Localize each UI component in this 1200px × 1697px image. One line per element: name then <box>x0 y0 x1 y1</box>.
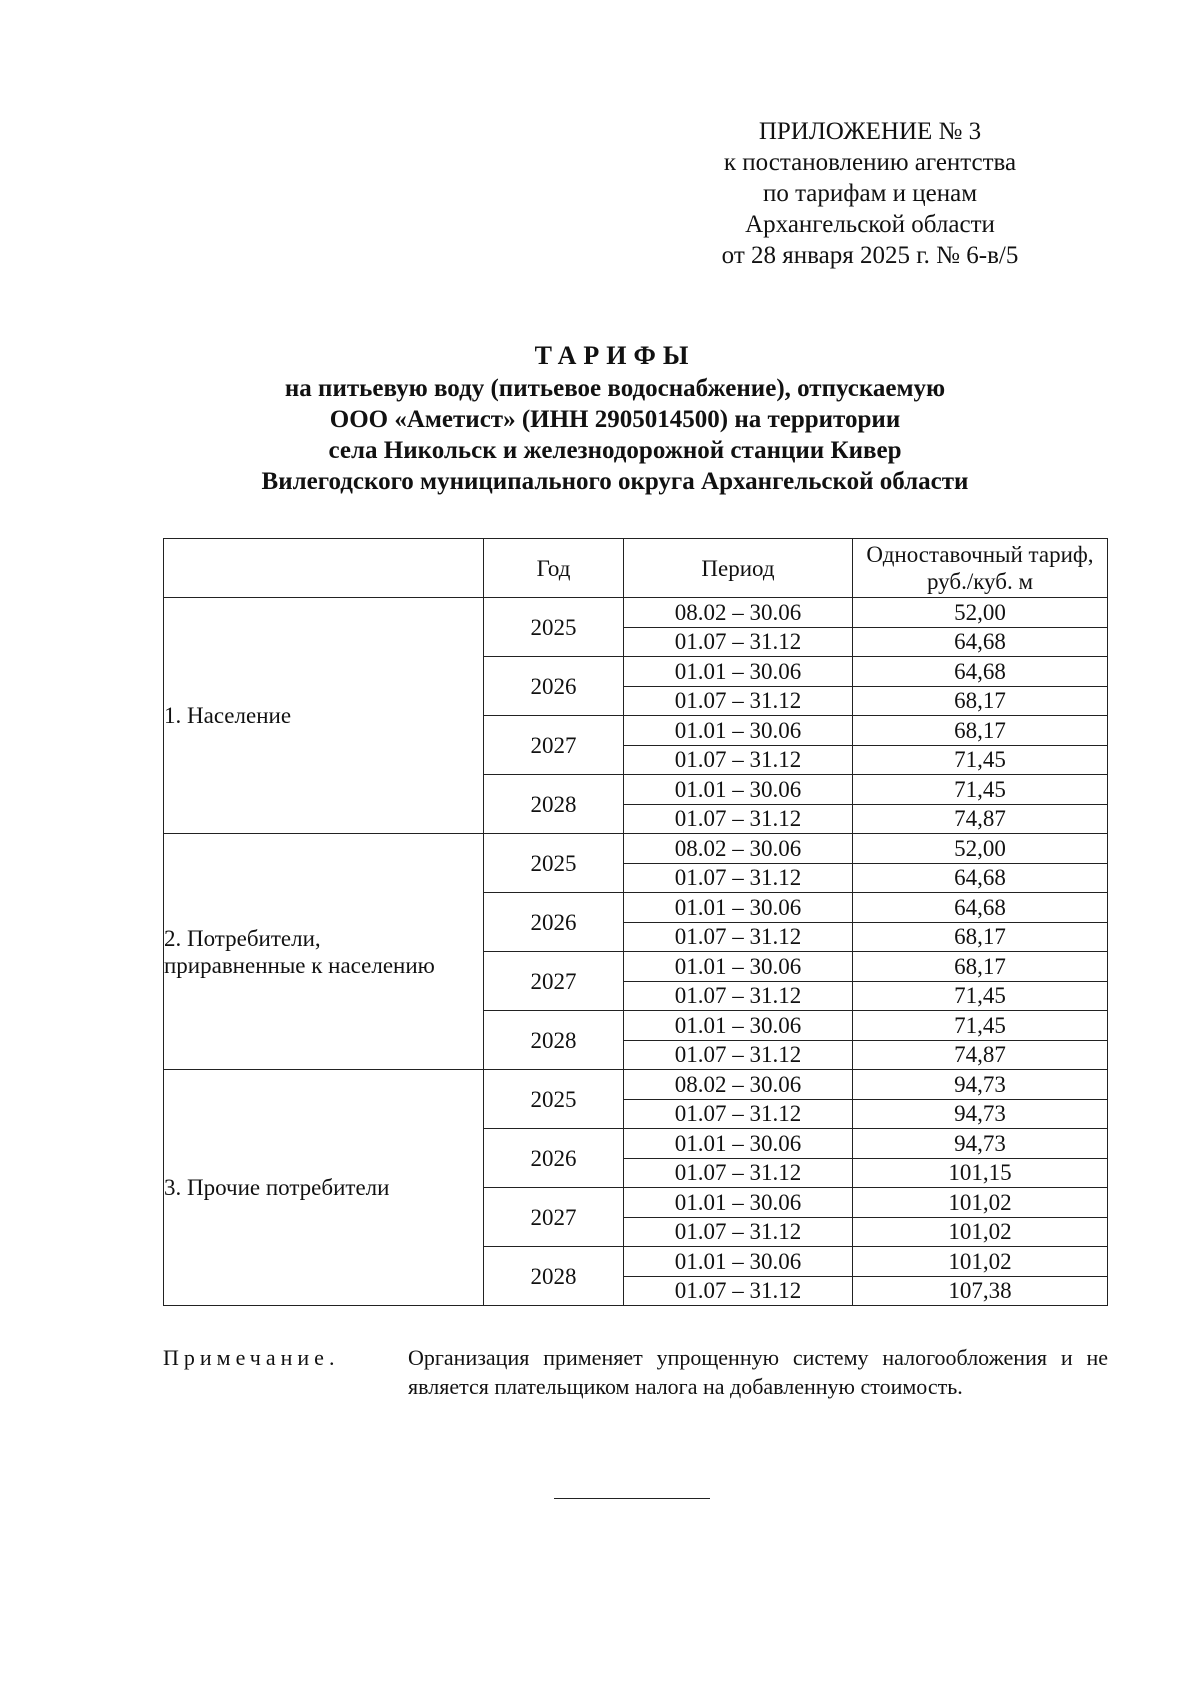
tariff-value-cell: 52,00 <box>853 834 1108 864</box>
tariff-value-cell: 68,17 <box>853 716 1108 746</box>
tariff-value-cell: 52,00 <box>853 598 1108 628</box>
tariff-value-cell: 94,73 <box>853 1070 1108 1100</box>
period-cell: 01.07 – 31.12 <box>624 1158 853 1188</box>
period-cell: 01.07 – 31.12 <box>624 686 853 716</box>
category-label: приравненные к населению <box>164 952 435 978</box>
tariff-value-cell: 101,02 <box>853 1188 1108 1218</box>
tariff-value-cell: 68,17 <box>853 922 1108 952</box>
period-cell: 01.01 – 30.06 <box>624 893 853 923</box>
period-cell: 01.01 – 30.06 <box>624 1129 853 1159</box>
header-tariff <box>853 539 1108 598</box>
year-cell: 2026 <box>484 657 624 716</box>
tariff-value-cell: 64,68 <box>853 657 1108 687</box>
table-row <box>164 1070 1108 1100</box>
title-line: на питьевую воду (питьевое водоснабжение), отпускаемую <box>284 375 946 402</box>
period-cell: 01.07 – 31.12 <box>624 627 853 657</box>
header-year: Год <box>484 539 624 598</box>
period-cell: 01.07 – 31.12 <box>624 981 853 1011</box>
appendix-line: ПРИЛОЖЕНИЕ № 3 <box>758 118 982 145</box>
year-cell: 2027 <box>484 716 624 775</box>
tariff-value-cell: 107,38 <box>853 1276 1108 1306</box>
period-cell: 01.07 – 31.12 <box>624 1099 853 1129</box>
category-cell <box>164 598 484 834</box>
tariff-value-cell: 68,17 <box>853 952 1108 982</box>
category-label: 3. Прочие потребители <box>164 1175 390 1200</box>
table-body <box>164 598 1108 1306</box>
year-cell: 2026 <box>484 893 624 952</box>
period-cell: 01.07 – 31.12 <box>624 745 853 775</box>
title-line: Вилегодского муниципального округа Архангельской области <box>261 468 969 495</box>
period-cell: 01.07 – 31.12 <box>624 804 853 834</box>
note-text: Организация применяет упрощенную систему налогообложения и не является плательщиком налога на добавленную стоимость. <box>408 1345 1108 1399</box>
tariff-value-cell: 68,17 <box>853 686 1108 716</box>
period-cell: 08.02 – 30.06 <box>624 834 853 864</box>
category-label: 1. Население <box>164 703 292 728</box>
period-cell: 01.01 – 30.06 <box>624 952 853 982</box>
period-cell: 01.01 – 30.06 <box>624 1247 853 1277</box>
period-cell: 01.07 – 31.12 <box>624 1040 853 1070</box>
tariff-value-cell: 71,45 <box>853 1011 1108 1041</box>
tariff-value-cell: 94,73 <box>853 1129 1108 1159</box>
table-row <box>164 834 1108 864</box>
closing-rule <box>554 1498 710 1499</box>
header-tariff-line: Одноставочный тариф, <box>866 542 1094 567</box>
tariff-value-cell: 71,45 <box>853 981 1108 1011</box>
year-cell: 2027 <box>484 952 624 1011</box>
tariff-value-cell: 101,02 <box>853 1247 1108 1277</box>
tariff-value-cell: 94,73 <box>853 1099 1108 1129</box>
year-cell: 2025 <box>484 834 624 893</box>
appendix-line: Архангельской области <box>745 211 995 238</box>
year-cell: 2028 <box>484 1011 624 1070</box>
period-cell: 08.02 – 30.06 <box>624 1070 853 1100</box>
tariff-value-cell: 64,68 <box>853 863 1108 893</box>
tariff-table <box>163 538 1108 1306</box>
category-cell <box>164 1070 484 1306</box>
appendix-line: по тарифам и ценам <box>762 180 978 207</box>
table-header-row <box>164 539 1108 598</box>
tariff-value-cell: 74,87 <box>853 1040 1108 1070</box>
appendix-line: от 28 января 2025 г. № 6-в/5 <box>721 242 1019 269</box>
tariff-value-cell: 74,87 <box>853 804 1108 834</box>
year-cell: 2025 <box>484 1070 624 1129</box>
header-period: Период <box>624 539 853 598</box>
year-cell: 2026 <box>484 1129 624 1188</box>
title-line: села Никольск и железнодорожной станции Кивер <box>328 437 902 464</box>
period-cell: 01.07 – 31.12 <box>624 1217 853 1247</box>
header-tariff-line: руб./куб. м <box>926 569 1034 594</box>
year-cell: 2028 <box>484 1247 624 1306</box>
tariff-value-cell: 71,45 <box>853 775 1108 805</box>
period-cell: 01.07 – 31.12 <box>624 1276 853 1306</box>
header-category <box>164 539 484 598</box>
tariff-value-cell: 71,45 <box>853 745 1108 775</box>
period-cell: 01.01 – 30.06 <box>624 775 853 805</box>
tariff-value-cell: 64,68 <box>853 893 1108 923</box>
table-row <box>164 598 1108 628</box>
category-cell <box>164 834 484 1070</box>
title-heading: ТАРИФЫ <box>534 341 696 370</box>
appendix-block <box>660 116 1080 271</box>
period-cell: 01.07 – 31.12 <box>624 922 853 952</box>
appendix-line: к постановлению агентства <box>723 149 1017 176</box>
category-label: 2. Потребители, <box>164 925 321 951</box>
tariff-value-cell: 64,68 <box>853 627 1108 657</box>
tariff-value-cell: 101,15 <box>853 1158 1108 1188</box>
document-title <box>150 340 1080 497</box>
period-cell: 01.01 – 30.06 <box>624 1011 853 1041</box>
year-cell: 2027 <box>484 1188 624 1247</box>
note-label: Примечание. <box>163 1345 340 1370</box>
period-cell: 08.02 – 30.06 <box>624 598 853 628</box>
year-cell: 2028 <box>484 775 624 834</box>
period-cell: 01.01 – 30.06 <box>624 1188 853 1218</box>
tariff-value-cell: 101,02 <box>853 1217 1108 1247</box>
year-cell: 2025 <box>484 598 624 657</box>
period-cell: 01.01 – 30.06 <box>624 657 853 687</box>
period-cell: 01.01 – 30.06 <box>624 716 853 746</box>
period-cell: 01.07 – 31.12 <box>624 863 853 893</box>
title-line: ООО «Аметист» (ИНН 2905014500) на территории <box>329 406 901 433</box>
